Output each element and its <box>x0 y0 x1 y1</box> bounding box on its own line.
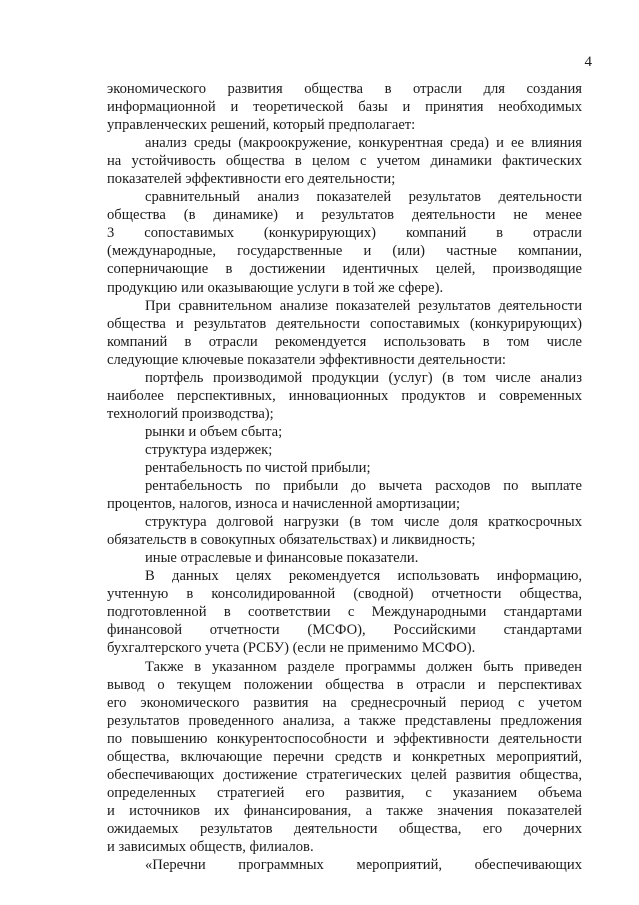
text-line: технологий производства); <box>107 405 274 422</box>
text-line: общества, включающие перечни средств и конкретных мероприятий, <box>107 748 582 765</box>
text-line: на устойчивость общества в целом с учетом динамики фактических <box>107 153 582 170</box>
text-line: рентабельность по прибыли до вычета расходов по выплате <box>145 478 582 495</box>
text-line: анализ среды (макроокружение, конкурентная среда) и ее влияния <box>145 135 582 152</box>
text-line: подготовленной в соответствии с Международными стандартами <box>107 604 582 621</box>
text-line: 3 сопоставимых (конкурирующих) компаний в отрасли <box>107 225 582 242</box>
text-line: (международные, государственные и (или) частные компании, <box>107 243 582 260</box>
text-line: В данных целях рекомендуется использовать информацию, <box>145 568 582 585</box>
text-line: соперничающие в достижении идентичных целей, производящие <box>107 261 582 278</box>
text-line: При сравнительном анализе показателей результатов деятельности <box>145 297 582 314</box>
text-line: наиболее перспективных, инновационных продуктов и современных <box>107 387 582 404</box>
text-line: информационной и теоретической базы и принятия необходимых <box>107 99 582 116</box>
text-line: рентабельность по чистой прибыли; <box>145 459 371 476</box>
text-line: по повышению конкурентоспособности и эффективности деятельности <box>107 730 582 747</box>
text-line: показателей эффективности его деятельности; <box>107 171 396 188</box>
text-line: бухгалтерского учета (РСБУ) (если не применимо МСФО). <box>107 640 476 657</box>
text-line: продукцию или оказывающие услуги в той же сфере). <box>107 279 444 296</box>
text-line: финансовой отчетности (МСФО), Российскими стандартами <box>107 622 582 639</box>
text-line: определенных стратегией его развития, с указанием объема <box>107 784 582 801</box>
text-line: ожидаемых результатов деятельности общества, его дочерних <box>107 820 582 837</box>
body-text <box>107 80 582 874</box>
text-line: управленческих решений, который предполагает: <box>107 117 416 134</box>
text-line: результатов проведенного анализа, а также представлены предложения <box>107 712 582 729</box>
text-line: учтенную в консолидированной (сводной) отчетности общества, <box>107 586 582 603</box>
text-line: вывод о текущем положении общества в отрасли и перспективах <box>107 676 582 693</box>
text-line: общества (в динамике) и результатов деятельности не менее <box>107 207 582 224</box>
text-line: и зависимых обществ, филиалов. <box>107 838 314 855</box>
text-line: сравнительный анализ показателей результатов деятельности <box>145 189 582 206</box>
text-line: иные отраслевые и финансовые показатели. <box>145 550 419 567</box>
text-line: структура долговой нагрузки (в том числе доля краткосрочных <box>145 514 582 531</box>
text-line: экономического развития общества в отрасли для создания <box>107 81 582 97</box>
text-line: рынки и объем сбыта; <box>145 423 283 440</box>
text-line: следующие ключевые показатели эффективности деятельности: <box>107 351 506 368</box>
text-line: общества и результатов деятельности сопоставимых (конкурирующих) <box>107 315 582 332</box>
page-number: 4 <box>584 54 592 70</box>
text-line: «Перечни программных мероприятий, обеспечивающих <box>145 857 582 874</box>
text-line: и источников их финансирования, а также значения показателей <box>107 802 582 819</box>
text-line: обязательств в совокупных обязательствах) и ликвидность; <box>107 532 476 549</box>
text-line: Также в указанном разделе программы должен быть приведен <box>145 658 582 675</box>
text-line: портфель производимой продукции (услуг) (в том числе анализ <box>145 369 582 386</box>
text-line: процентов, налогов, износа и начисленной амортизации; <box>107 496 461 513</box>
text-line: структура издержек; <box>145 441 273 458</box>
text-line: обеспечивающих достижение стратегических целей развития общества, <box>107 766 582 783</box>
text-line: компаний в отрасли рекомендуется использовать в том числе <box>107 333 582 350</box>
text-line: его экономического развития на среднесрочный период с учетом <box>107 694 582 711</box>
